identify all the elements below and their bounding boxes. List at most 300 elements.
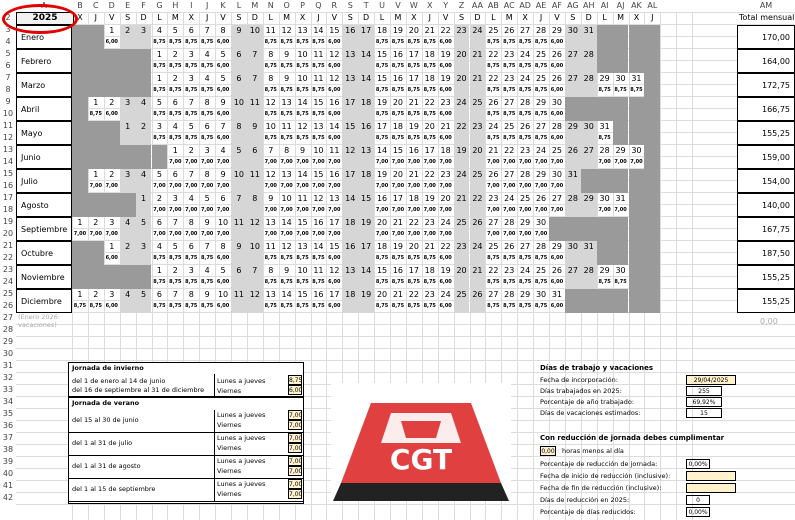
- day-cell[interactable]: [629, 169, 645, 193]
- day-cell[interactable]: [199, 121, 215, 145]
- day-cell[interactable]: [342, 217, 358, 241]
- day-cell[interactable]: [120, 97, 136, 121]
- day-cell[interactable]: [406, 289, 422, 313]
- day-cell[interactable]: [104, 241, 120, 265]
- day-cell[interactable]: [183, 97, 199, 121]
- day-cell[interactable]: [247, 73, 263, 97]
- day-cell[interactable]: [167, 217, 183, 241]
- day-cell[interactable]: [613, 25, 629, 49]
- day-cell[interactable]: [422, 265, 438, 289]
- day-cell[interactable]: [581, 73, 597, 97]
- day-cell[interactable]: [88, 265, 104, 289]
- day-cell[interactable]: [597, 121, 613, 145]
- day-cell[interactable]: [581, 97, 597, 121]
- day-cell[interactable]: [390, 49, 406, 73]
- day-cell[interactable]: [104, 49, 120, 73]
- day-cell[interactable]: [470, 241, 486, 265]
- day-cell[interactable]: [247, 25, 263, 49]
- day-cell[interactable]: [183, 241, 199, 265]
- day-cell[interactable]: [263, 49, 279, 73]
- day-cell[interactable]: [263, 217, 279, 241]
- day-cell[interactable]: [279, 193, 295, 217]
- day-cell[interactable]: [167, 169, 183, 193]
- day-cell[interactable]: [644, 289, 660, 313]
- day-cell[interactable]: [199, 25, 215, 49]
- day-cell[interactable]: [342, 73, 358, 97]
- day-cell[interactable]: [72, 289, 88, 313]
- day-cell[interactable]: [629, 265, 645, 289]
- day-cell[interactable]: [326, 193, 342, 217]
- day-cell[interactable]: [533, 169, 549, 193]
- day-cell[interactable]: [422, 121, 438, 145]
- day-cell[interactable]: [501, 25, 517, 49]
- day-cell[interactable]: [533, 265, 549, 289]
- day-cell[interactable]: [152, 145, 168, 169]
- day-cell[interactable]: [263, 73, 279, 97]
- day-cell[interactable]: [438, 169, 454, 193]
- day-cell[interactable]: [342, 121, 358, 145]
- day-cell[interactable]: [247, 169, 263, 193]
- day-cell[interactable]: [597, 265, 613, 289]
- day-cell[interactable]: [438, 49, 454, 73]
- day-cell[interactable]: [263, 265, 279, 289]
- day-cell[interactable]: [215, 265, 231, 289]
- day-cell[interactable]: [565, 25, 581, 49]
- day-cell[interactable]: [72, 217, 88, 241]
- day-cell[interactable]: [454, 169, 470, 193]
- day-cell[interactable]: [326, 25, 342, 49]
- day-cell[interactable]: [454, 121, 470, 145]
- day-cell[interactable]: [644, 97, 660, 121]
- day-cell[interactable]: [342, 289, 358, 313]
- day-cell[interactable]: [422, 145, 438, 169]
- day-cell[interactable]: [152, 121, 168, 145]
- day-cell[interactable]: [326, 73, 342, 97]
- day-cell[interactable]: [581, 25, 597, 49]
- day-cell[interactable]: [358, 217, 374, 241]
- day-cell[interactable]: [342, 265, 358, 289]
- day-cell[interactable]: [374, 97, 390, 121]
- day-cell[interactable]: [549, 265, 565, 289]
- day-cell[interactable]: [104, 73, 120, 97]
- day-cell[interactable]: [517, 193, 533, 217]
- day-cell[interactable]: [374, 289, 390, 313]
- day-cell[interactable]: [454, 193, 470, 217]
- day-cell[interactable]: [88, 169, 104, 193]
- day-cell[interactable]: [295, 217, 311, 241]
- day-cell[interactable]: [215, 289, 231, 313]
- day-cell[interactable]: [311, 121, 327, 145]
- day-cell[interactable]: [326, 145, 342, 169]
- day-cell[interactable]: [485, 97, 501, 121]
- day-cell[interactable]: [406, 169, 422, 193]
- verano-value[interactable]: 7,00: [289, 435, 303, 442]
- day-cell[interactable]: [183, 289, 199, 313]
- day-cell[interactable]: [517, 97, 533, 121]
- year-cell[interactable]: 2025: [16, 12, 74, 25]
- day-cell[interactable]: [120, 25, 136, 49]
- day-cell[interactable]: [501, 289, 517, 313]
- day-cell[interactable]: [406, 265, 422, 289]
- day-cell[interactable]: [311, 73, 327, 97]
- day-cell[interactable]: [501, 73, 517, 97]
- day-cell[interactable]: [533, 145, 549, 169]
- day-cell[interactable]: [438, 25, 454, 49]
- day-cell[interactable]: [295, 289, 311, 313]
- day-cell[interactable]: [629, 289, 645, 313]
- day-cell[interactable]: [215, 73, 231, 97]
- day-cell[interactable]: [374, 217, 390, 241]
- day-cell[interactable]: [501, 169, 517, 193]
- day-cell[interactable]: [390, 73, 406, 97]
- day-cell[interactable]: [470, 217, 486, 241]
- day-cell[interactable]: [72, 25, 88, 49]
- day-cell[interactable]: [295, 241, 311, 265]
- day-cell[interactable]: [199, 241, 215, 265]
- day-cell[interactable]: [263, 241, 279, 265]
- verano-value[interactable]: 7,00: [289, 445, 303, 452]
- day-cell[interactable]: [629, 73, 645, 97]
- day-cell[interactable]: [581, 289, 597, 313]
- day-cell[interactable]: [549, 145, 565, 169]
- day-cell[interactable]: [549, 169, 565, 193]
- day-cell[interactable]: [263, 193, 279, 217]
- day-cell[interactable]: [215, 49, 231, 73]
- day-cell[interactable]: [597, 169, 613, 193]
- day-cell[interactable]: [470, 73, 486, 97]
- day-cell[interactable]: [517, 145, 533, 169]
- day-cell[interactable]: [390, 265, 406, 289]
- day-cell[interactable]: [247, 145, 263, 169]
- day-cell[interactable]: [311, 49, 327, 73]
- verano-value[interactable]: 7,00: [289, 468, 303, 475]
- day-cell[interactable]: [279, 265, 295, 289]
- day-cell[interactable]: [72, 169, 88, 193]
- day-cell[interactable]: [311, 169, 327, 193]
- day-cell[interactable]: [279, 145, 295, 169]
- day-cell[interactable]: [644, 241, 660, 265]
- verano-value[interactable]: 7,00: [289, 458, 303, 465]
- day-cell[interactable]: [358, 73, 374, 97]
- day-cell[interactable]: [167, 121, 183, 145]
- day-cell[interactable]: [120, 49, 136, 73]
- day-cell[interactable]: [565, 121, 581, 145]
- day-cell[interactable]: [231, 73, 247, 97]
- day-cell[interactable]: [231, 25, 247, 49]
- day-cell[interactable]: [199, 169, 215, 193]
- day-cell[interactable]: [470, 25, 486, 49]
- day-cell[interactable]: [136, 265, 152, 289]
- day-cell[interactable]: [295, 73, 311, 97]
- day-cell[interactable]: [72, 265, 88, 289]
- day-cell[interactable]: [565, 241, 581, 265]
- reduccion-value[interactable]: [686, 483, 736, 493]
- day-cell[interactable]: [72, 97, 88, 121]
- day-cell[interactable]: [517, 49, 533, 73]
- day-cell[interactable]: [581, 145, 597, 169]
- day-cell[interactable]: [581, 49, 597, 73]
- day-cell[interactable]: [295, 49, 311, 73]
- day-cell[interactable]: [231, 121, 247, 145]
- day-cell[interactable]: [215, 169, 231, 193]
- day-cell[interactable]: [422, 49, 438, 73]
- day-cell[interactable]: [501, 121, 517, 145]
- day-cell[interactable]: [406, 241, 422, 265]
- day-cell[interactable]: [454, 25, 470, 49]
- day-cell[interactable]: [88, 73, 104, 97]
- day-cell[interactable]: [279, 217, 295, 241]
- day-cell[interactable]: [295, 169, 311, 193]
- day-cell[interactable]: [501, 145, 517, 169]
- day-cell[interactable]: [88, 121, 104, 145]
- day-cell[interactable]: [342, 241, 358, 265]
- day-cell[interactable]: [104, 193, 120, 217]
- day-cell[interactable]: [597, 193, 613, 217]
- day-cell[interactable]: [247, 289, 263, 313]
- day-cell[interactable]: [581, 169, 597, 193]
- day-cell[interactable]: [629, 241, 645, 265]
- day-cell[interactable]: [231, 49, 247, 73]
- day-cell[interactable]: [326, 265, 342, 289]
- day-cell[interactable]: [120, 265, 136, 289]
- day-cell[interactable]: [565, 217, 581, 241]
- day-cell[interactable]: [263, 289, 279, 313]
- day-cell[interactable]: [374, 25, 390, 49]
- day-cell[interactable]: [454, 217, 470, 241]
- day-cell[interactable]: [406, 145, 422, 169]
- day-cell[interactable]: [342, 169, 358, 193]
- day-cell[interactable]: [549, 241, 565, 265]
- day-cell[interactable]: [247, 97, 263, 121]
- day-cell[interactable]: [501, 217, 517, 241]
- day-cell[interactable]: [311, 265, 327, 289]
- day-cell[interactable]: [104, 265, 120, 289]
- day-cell[interactable]: [199, 97, 215, 121]
- day-cell[interactable]: [72, 241, 88, 265]
- day-cell[interactable]: [470, 49, 486, 73]
- day-cell[interactable]: [136, 169, 152, 193]
- day-cell[interactable]: [183, 49, 199, 73]
- day-cell[interactable]: [199, 49, 215, 73]
- day-cell[interactable]: [247, 121, 263, 145]
- day-cell[interactable]: [485, 289, 501, 313]
- day-cell[interactable]: [390, 121, 406, 145]
- day-cell[interactable]: [167, 25, 183, 49]
- day-cell[interactable]: [104, 169, 120, 193]
- day-cell[interactable]: [279, 97, 295, 121]
- day-cell[interactable]: [422, 241, 438, 265]
- day-cell[interactable]: [152, 193, 168, 217]
- day-cell[interactable]: [374, 265, 390, 289]
- day-cell[interactable]: [629, 193, 645, 217]
- day-cell[interactable]: [295, 97, 311, 121]
- day-cell[interactable]: [120, 145, 136, 169]
- day-cell[interactable]: [311, 97, 327, 121]
- day-cell[interactable]: [72, 121, 88, 145]
- day-cell[interactable]: [136, 241, 152, 265]
- day-cell[interactable]: [311, 25, 327, 49]
- day-cell[interactable]: [183, 25, 199, 49]
- day-cell[interactable]: [581, 217, 597, 241]
- day-cell[interactable]: [374, 121, 390, 145]
- day-cell[interactable]: [152, 25, 168, 49]
- day-cell[interactable]: [263, 25, 279, 49]
- verano-value[interactable]: 7,00: [289, 422, 303, 429]
- day-cell[interactable]: [374, 193, 390, 217]
- day-cell[interactable]: [88, 193, 104, 217]
- day-cell[interactable]: [517, 73, 533, 97]
- day-cell[interactable]: [406, 97, 422, 121]
- day-cell[interactable]: [549, 25, 565, 49]
- day-cell[interactable]: [438, 145, 454, 169]
- day-cell[interactable]: [167, 241, 183, 265]
- day-cell[interactable]: [613, 73, 629, 97]
- day-cell[interactable]: [438, 73, 454, 97]
- day-cell[interactable]: [88, 241, 104, 265]
- day-cell[interactable]: [136, 121, 152, 145]
- day-cell[interactable]: [390, 193, 406, 217]
- day-cell[interactable]: [183, 73, 199, 97]
- day-cell[interactable]: [231, 169, 247, 193]
- day-cell[interactable]: [613, 97, 629, 121]
- day-cell[interactable]: [565, 193, 581, 217]
- day-cell[interactable]: [167, 289, 183, 313]
- day-cell[interactable]: [279, 241, 295, 265]
- day-cell[interactable]: [422, 169, 438, 193]
- day-cell[interactable]: [358, 49, 374, 73]
- day-cell[interactable]: [406, 25, 422, 49]
- day-cell[interactable]: [629, 25, 645, 49]
- verano-value[interactable]: 7,00: [289, 481, 303, 488]
- day-cell[interactable]: [199, 145, 215, 169]
- day-cell[interactable]: [104, 97, 120, 121]
- day-cell[interactable]: [136, 193, 152, 217]
- day-cell[interactable]: [326, 49, 342, 73]
- day-cell[interactable]: [613, 289, 629, 313]
- day-cell[interactable]: [454, 145, 470, 169]
- day-cell[interactable]: [501, 49, 517, 73]
- day-cell[interactable]: [485, 169, 501, 193]
- day-cell[interactable]: [136, 289, 152, 313]
- day-cell[interactable]: [517, 289, 533, 313]
- day-cell[interactable]: [390, 289, 406, 313]
- day-cell[interactable]: [358, 121, 374, 145]
- day-cell[interactable]: [454, 49, 470, 73]
- day-cell[interactable]: [644, 25, 660, 49]
- day-cell[interactable]: [501, 193, 517, 217]
- day-cell[interactable]: [215, 97, 231, 121]
- day-cell[interactable]: [120, 121, 136, 145]
- day-cell[interactable]: [167, 193, 183, 217]
- day-cell[interactable]: [629, 121, 645, 145]
- day-cell[interactable]: [167, 97, 183, 121]
- day-cell[interactable]: [533, 241, 549, 265]
- day-cell[interactable]: [215, 121, 231, 145]
- day-cell[interactable]: [644, 265, 660, 289]
- day-cell[interactable]: [120, 241, 136, 265]
- day-cell[interactable]: [597, 217, 613, 241]
- day-cell[interactable]: [549, 97, 565, 121]
- day-cell[interactable]: [358, 265, 374, 289]
- day-cell[interactable]: [136, 145, 152, 169]
- day-cell[interactable]: [501, 97, 517, 121]
- day-cell[interactable]: [167, 49, 183, 73]
- day-cell[interactable]: [136, 73, 152, 97]
- day-cell[interactable]: [613, 217, 629, 241]
- day-cell[interactable]: [120, 289, 136, 313]
- day-cell[interactable]: [199, 265, 215, 289]
- day-cell[interactable]: [485, 265, 501, 289]
- day-cell[interactable]: [549, 49, 565, 73]
- day-cell[interactable]: [629, 49, 645, 73]
- day-cell[interactable]: [120, 217, 136, 241]
- day-cell[interactable]: [88, 289, 104, 313]
- day-cell[interactable]: [88, 97, 104, 121]
- day-cell[interactable]: [533, 25, 549, 49]
- day-cell[interactable]: [613, 121, 629, 145]
- verano-value[interactable]: 7,00: [289, 491, 303, 498]
- day-cell[interactable]: [215, 217, 231, 241]
- day-cell[interactable]: [581, 193, 597, 217]
- day-cell[interactable]: [533, 121, 549, 145]
- day-cell[interactable]: [644, 193, 660, 217]
- day-cell[interactable]: [644, 49, 660, 73]
- day-cell[interactable]: [311, 193, 327, 217]
- day-cell[interactable]: [295, 193, 311, 217]
- day-cell[interactable]: [390, 217, 406, 241]
- day-cell[interactable]: [422, 97, 438, 121]
- day-cell[interactable]: [565, 145, 581, 169]
- day-cell[interactable]: [199, 289, 215, 313]
- day-cell[interactable]: [644, 217, 660, 241]
- day-cell[interactable]: [263, 121, 279, 145]
- day-cell[interactable]: [326, 97, 342, 121]
- day-cell[interactable]: [311, 241, 327, 265]
- day-cell[interactable]: [485, 25, 501, 49]
- day-cell[interactable]: [470, 121, 486, 145]
- day-cell[interactable]: [183, 193, 199, 217]
- day-cell[interactable]: [374, 241, 390, 265]
- day-cell[interactable]: [120, 169, 136, 193]
- day-cell[interactable]: [549, 73, 565, 97]
- day-cell[interactable]: [199, 193, 215, 217]
- day-cell[interactable]: [422, 73, 438, 97]
- day-cell[interactable]: [406, 193, 422, 217]
- invierno-value-2[interactable]: 6,00: [289, 387, 303, 394]
- day-cell[interactable]: [406, 49, 422, 73]
- day-cell[interactable]: [326, 169, 342, 193]
- day-cell[interactable]: [470, 193, 486, 217]
- day-cell[interactable]: [104, 25, 120, 49]
- day-cell[interactable]: [438, 121, 454, 145]
- day-cell[interactable]: [406, 217, 422, 241]
- day-cell[interactable]: [152, 49, 168, 73]
- day-cell[interactable]: [454, 97, 470, 121]
- day-cell[interactable]: [136, 97, 152, 121]
- day-cell[interactable]: [629, 97, 645, 121]
- day-cell[interactable]: [120, 73, 136, 97]
- day-cell[interactable]: [88, 145, 104, 169]
- day-cell[interactable]: [390, 97, 406, 121]
- day-cell[interactable]: [104, 145, 120, 169]
- day-cell[interactable]: [231, 241, 247, 265]
- day-cell[interactable]: [613, 241, 629, 265]
- day-cell[interactable]: [311, 217, 327, 241]
- day-cell[interactable]: [644, 121, 660, 145]
- day-cell[interactable]: [485, 217, 501, 241]
- day-cell[interactable]: [485, 193, 501, 217]
- day-cell[interactable]: [613, 169, 629, 193]
